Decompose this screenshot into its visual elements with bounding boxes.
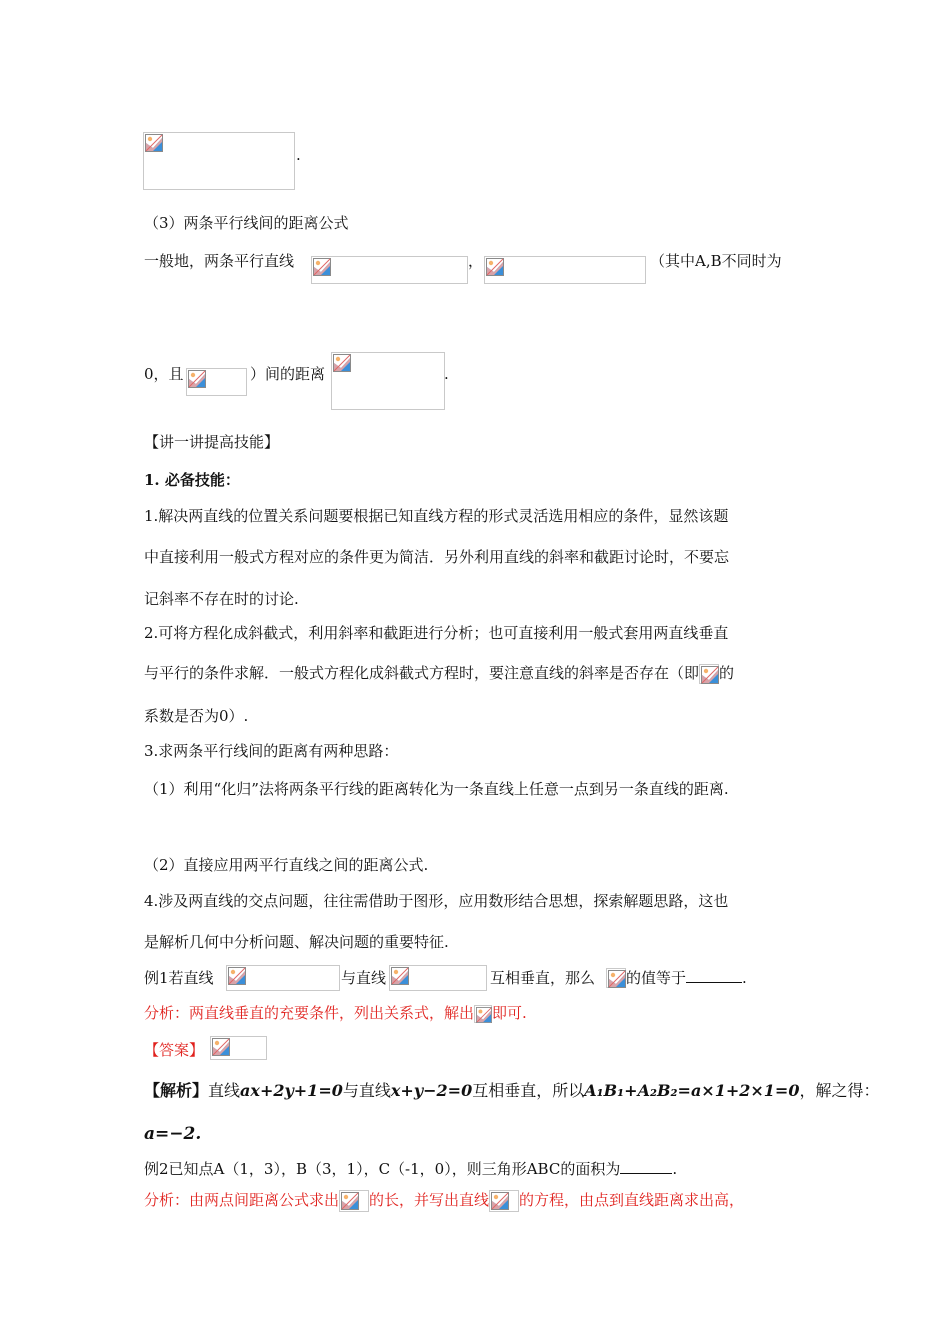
example-1-period: . — [742, 969, 747, 987]
example-1-analysis — [144, 1003, 527, 1023]
solution-label: 【解析】 — [144, 1081, 209, 1100]
period: . — [296, 146, 301, 164]
paragraph-3-item-1: （1）利用“化归”法将两条平行线的距离转化为一条直线上任意一点到另一条直线的距离. — [144, 780, 729, 798]
broken-image-icon — [313, 258, 331, 276]
broken-image-icon — [491, 1192, 509, 1210]
example-1-text-b: 与直线 — [341, 969, 387, 987]
paragraph-1-line-1: 1.解决两直线的位置关系问题要根据已知直线方程的形式灵活选用相应的条件，显然该题 — [144, 507, 729, 525]
paragraph-2-line-2-a: 与平行的条件求解．一般式方程化成斜截式方程时，要注意直线的斜率是否存在（即 — [144, 664, 700, 682]
equation-3: A₁B₁+A₂B₂=a×1+2×1=0 — [584, 1081, 800, 1100]
analysis-text: 分析：由两点间距离公式求出 — [144, 1191, 340, 1209]
formula-image — [339, 1190, 369, 1212]
answer-blank[interactable] — [620, 1159, 672, 1174]
example-1-text-c: 互相垂直，那么 — [490, 969, 596, 987]
example-2-text — [144, 1159, 677, 1179]
solution-text: 互相垂直，所以 — [472, 1081, 585, 1100]
paragraph-1-line-2: 中直接利用一般式方程对应的条件更为简洁．另外利用直线的斜率和截距讨论时，不要忘 — [144, 548, 730, 566]
formula-image — [389, 965, 487, 991]
equation-1: ax+2y+1=0 — [240, 1081, 343, 1100]
example-1-text-a: 例1若直线 — [144, 969, 214, 987]
solution-text: 直线 — [208, 1081, 241, 1100]
paragraph-3: 3.求两条平行线间的距离有两种思路： — [144, 742, 399, 760]
broken-image-icon — [476, 1007, 492, 1023]
formula-image — [606, 968, 626, 988]
line2-text-b: ）间的距离 — [250, 365, 326, 383]
skills-subtitle: 1. 必备技能： — [144, 471, 240, 489]
comma: ， — [468, 252, 484, 270]
paragraph-4-line-2: 是解析几何中分析问题、解决问题的重要特征. — [144, 933, 449, 951]
formula-image — [474, 1005, 492, 1023]
line2-text-c: . — [444, 365, 449, 383]
answer-blank[interactable] — [686, 968, 742, 983]
solution-line — [144, 1078, 879, 1101]
equation-2: x+y−2=0 — [390, 1081, 473, 1100]
paragraph-2-line-2 — [144, 663, 734, 684]
broken-image-icon — [341, 1192, 359, 1210]
formula-image — [210, 1036, 267, 1060]
paragraph-4-line-1: 4.涉及两直线的交点问题，往往需借助于图形，应用数形结合思想，探索解题思路，这也 — [144, 892, 729, 910]
line2-text-a: 0，且 — [144, 365, 184, 383]
paragraph-2-line-1: 2.可将方程化成斜截式，利用斜率和截距进行分析；也可直接利用一般式套用两直线垂直 — [144, 624, 729, 642]
analysis-text: 的方程，由点到直线距离求出高， — [519, 1191, 745, 1209]
skills-title: 【讲一讲提高技能】 — [144, 433, 280, 451]
solution-text: ，解之得： — [799, 1081, 880, 1100]
solution-result: a=−2. — [144, 1124, 202, 1144]
broken-image-icon — [391, 967, 409, 985]
broken-image-icon — [701, 666, 719, 684]
formula-image — [143, 132, 295, 190]
example-2-period: . — [672, 1160, 678, 1178]
paragraph-1-line-3: 记斜率不存在时的讨论. — [144, 590, 299, 608]
general-text-b: （其中A,B不同时为 — [650, 252, 782, 270]
formula-image — [226, 965, 340, 991]
formula-image — [484, 256, 646, 284]
solution-text: 与直线 — [342, 1081, 391, 1100]
paragraph-2-line-2-b: 的 — [719, 664, 735, 682]
analysis-text: 的长，并写出直线 — [369, 1191, 490, 1209]
formula-image — [311, 256, 468, 284]
formula-image — [699, 664, 719, 684]
example-2-analysis — [144, 1190, 744, 1212]
broken-image-icon — [212, 1038, 230, 1056]
formula-image — [331, 352, 445, 410]
analysis-text: 分析：两直线垂直的充要条件，列出关系式，解出 — [144, 1004, 475, 1022]
answer-label: 【答案】 — [144, 1041, 205, 1059]
broken-image-icon — [188, 370, 206, 388]
paragraph-2-line-3: 系数是否为0）. — [144, 707, 249, 725]
broken-image-icon — [333, 354, 351, 372]
example-1-question: 的值等于 — [626, 969, 687, 987]
broken-image-icon — [228, 967, 246, 985]
broken-image-icon — [608, 970, 626, 988]
example-1-text-d — [626, 968, 747, 988]
section3-heading: （3）两条平行线间的距离公式 — [144, 214, 349, 232]
general-text-a: 一般地，两条平行直线 — [144, 252, 295, 270]
broken-image-icon — [145, 134, 163, 152]
analysis-text-end: 即可. — [492, 1004, 527, 1022]
formula-image — [186, 368, 247, 396]
example-2-question: 例2已知点A（1，3），B（3，1），C（-1，0），则三角形ABC的面积为 — [144, 1160, 621, 1178]
formula-image — [489, 1190, 519, 1212]
broken-image-icon — [486, 258, 504, 276]
paragraph-3-item-2: （2）直接应用两平行直线之间的距离公式. — [144, 856, 429, 874]
